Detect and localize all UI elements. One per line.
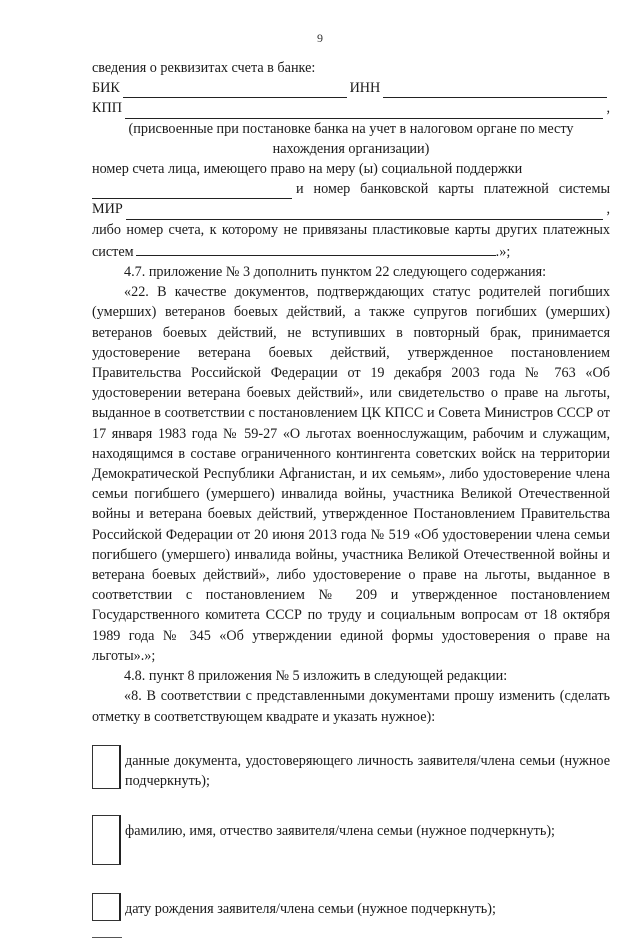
other-account-field[interactable] <box>136 240 496 256</box>
account-line-2 <box>92 179 610 199</box>
check-option-name <box>92 815 610 865</box>
check-option-birthdate <box>92 893 610 921</box>
other-account-line <box>92 220 610 262</box>
account-line-1: номер счета лица, имеющего право на меру (ы) социальной поддержки <box>92 161 523 178</box>
bik-label: БИК <box>92 80 120 97</box>
account-number-field[interactable] <box>92 183 292 199</box>
check-option-document <box>92 745 610 791</box>
kpp-label: КПП <box>92 100 122 117</box>
checkbox-name[interactable] <box>92 815 121 865</box>
mir-row <box>92 199 610 219</box>
kpp-row <box>92 98 610 118</box>
checkbox-document[interactable] <box>92 745 121 789</box>
item-4-7-text: «22. В качестве документов, подтверждающих статус родителей погибших (умерших) ветеранов боевых действий, а также супругов погибших (умерших) ветеранов боевых действий, не вступивших в повторный брак, принимается удостоверение ветерана боевых действий, утвержденное постановлением Правительства Российской Федерации от 19 декабря 2003 года № 763 «Об удостоверении ветерана боевых действий», или свидетельство о праве на льготы, выданное в соответствии с постановлением ЦК КПСС и Совета Министров СССР от 17 января 1983 года № 59-27 «О льготах военнослужащим, рабочим и служащим, находящимся в составе ограниченного контингента советских войск на территории Демократической Республики Афганистан, и их семьям», либо удостоверение члена семьи погибшего (умершего) инвалида войны, участника Великой Отечественной войны и ветерана боевых действий, утвержденное Постановлением Правительства Российской Федерации от 20 июня 2013 года № 519 «Об удостоверении члена семьи погибшего (умершего) инвалида войны, участника Великой Отечественной войны и ветерана боевых действий», либо удостоверение о праве на льготы, выданное в соответствии с постановлением № 209 и утвержденное постановлением Государственного комитета СССР по труду и социальным вопросам от 18 октября 1989 года № 345 «Об утверждении единой формы удостоверения о праве на льготы».»; <box>92 284 610 664</box>
mir-label: МИР <box>92 201 123 218</box>
kpp-end: , <box>606 100 610 117</box>
mir-card-field[interactable] <box>126 204 604 220</box>
other-account-text: либо номер счета, к которому не привязаны пластиковые карты других платежных систем <box>92 221 610 260</box>
page-number: 9 <box>317 31 323 45</box>
check-option-document-text: данные документа, удостоверяющего личность заявителя/члена семьи (нужное подчеркнуть); <box>125 752 610 789</box>
mir-end: , <box>606 201 610 218</box>
bik-field[interactable] <box>123 82 347 98</box>
item-4-8-intro: 4.8. пункт 8 приложения № 5 изложить в следующей редакции: <box>124 668 508 685</box>
bank-details-heading: сведения о реквизитах счета в банке: <box>92 60 316 76</box>
check-option-name-text: фамилию, имя, отчество заявителя/члена семьи (нужное подчеркнуть); <box>125 823 555 840</box>
document-body <box>92 58 610 939</box>
kpp-field[interactable] <box>125 103 603 119</box>
item-4-8-text: «8. В соответствии с представленными документами прошу изменить (сделать отметку в соответствующем квадрате и указать нужное): <box>92 688 610 725</box>
checkbox-birthdate[interactable] <box>92 893 121 921</box>
item-4-7-intro: 4.7. приложение № 3 дополнить пунктом 22 следующего содержания: <box>124 264 547 281</box>
check-option-birthdate-text: дату рождения заявителя/члена семьи (нужное подчеркнуть); <box>125 901 496 918</box>
bank-note: (присвоенные при постановке банка на учет в налоговом органе по месту нахождения организации) <box>128 120 574 157</box>
other-account-end: .»; <box>495 243 511 260</box>
account-line-2-text: и номер банковской карты платежной системы <box>296 181 610 198</box>
bik-inn-row <box>92 78 610 98</box>
inn-field[interactable] <box>383 82 607 98</box>
inn-label: ИНН <box>349 80 381 97</box>
